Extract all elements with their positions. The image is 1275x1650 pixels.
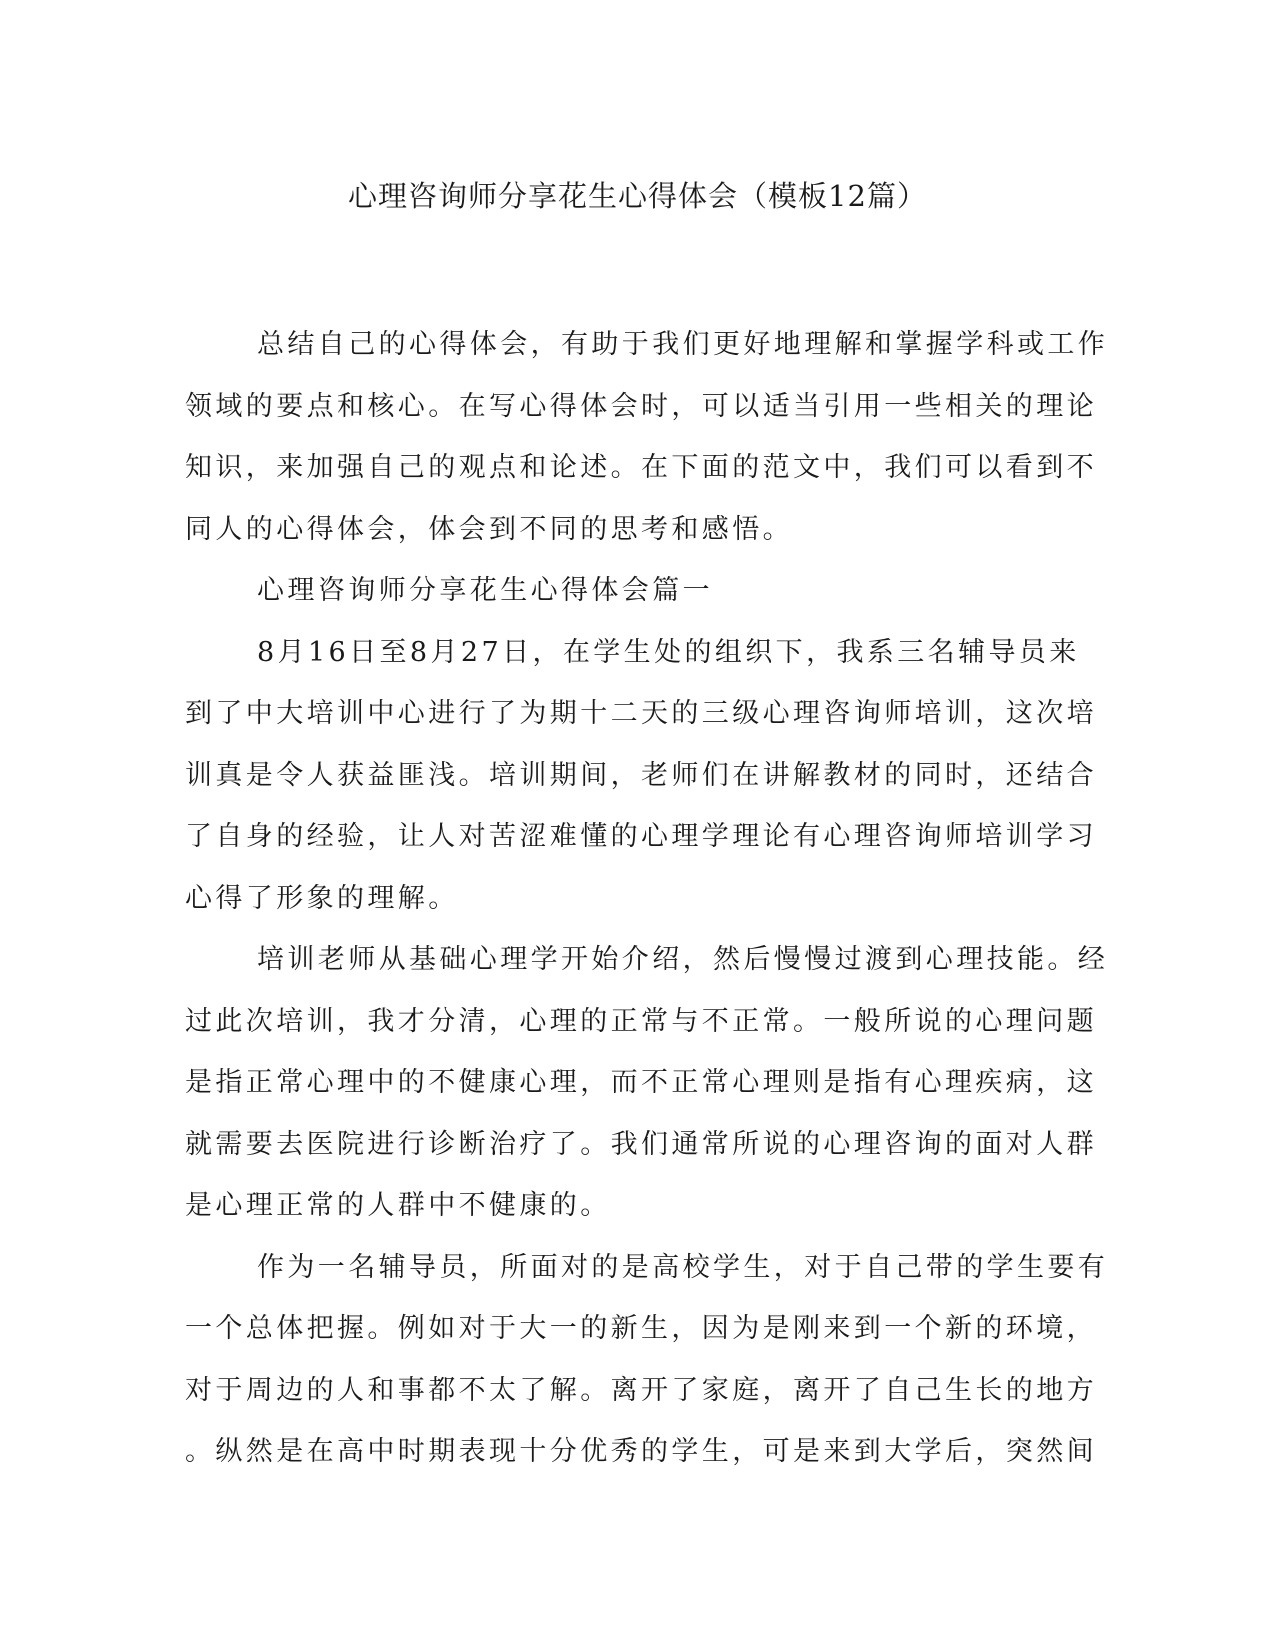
paragraph-line: 就需要去医院进行诊断治疗了。我们通常所说的心理咨询的面对人群 bbox=[185, 1128, 1097, 1160]
paragraph-line: 培训老师从基础心理学开始介绍，然后慢慢过渡到心理技能。经 bbox=[257, 944, 1109, 975]
document-title: 心理咨询师分享花生心得体会（模板12篇） bbox=[348, 179, 927, 213]
intro-paragraph-line: 同人的心得体会，体会到不同的思考和感悟。 bbox=[185, 513, 793, 545]
section-heading: 心理咨询师分享花生心得体会篇一 bbox=[257, 575, 713, 606]
intro-paragraph-line: 领域的要点和核心。在写心得体会时，可以适当引用一些相关的理论 bbox=[185, 390, 1097, 422]
paragraph-line: 到了中大培训中心进行了为期十二天的三级心理咨询师培训，这次培 bbox=[185, 698, 1097, 729]
paragraph-line: 过此次培训，我才分清，心理的正常与不正常。一般所说的心理问题 bbox=[185, 1005, 1097, 1037]
paragraph-line: 8月16日至8月27日，在学生处的组织下，我系三名辅导员来 bbox=[257, 636, 1080, 668]
paragraph-line: 心得了形象的理解。 bbox=[185, 882, 459, 914]
paragraph-line: 作为一名辅导员，所面对的是高校学生，对于自己带的学生要有 bbox=[257, 1251, 1109, 1283]
document-body bbox=[185, 314, 1109, 1483]
paragraph-line: 一个总体把握。例如对于大一的新生，因为是刚来到一个新的环境， bbox=[185, 1313, 1097, 1344]
paragraph-line: 是指正常心理中的不健康心理，而不正常心理则是指有心理疾病，这 bbox=[185, 1067, 1097, 1098]
intro-paragraph-line: 总结自己的心得体会，有助于我们更好地理解和掌握学科或工作 bbox=[257, 329, 1109, 360]
paragraph-line: 是心理正常的人群中不健康的。 bbox=[185, 1190, 611, 1221]
intro-paragraph-line: 知识，来加强自己的观点和论述。在下面的范文中，我们可以看到不 bbox=[185, 452, 1097, 483]
paragraph-line: 训真是令人获益匪浅。培训期间，老师们在讲解教材的同时，还结合 bbox=[185, 759, 1097, 791]
paragraph-line: 对于周边的人和事都不太了解。离开了家庭，离开了自己生长的地方 bbox=[185, 1374, 1097, 1406]
paragraph-line: 。纵然是在高中时期表现十分优秀的学生，可是来到大学后，突然间 bbox=[185, 1436, 1097, 1467]
paragraph-line: 了自身的经验，让人对苦涩难懂的心理学理论有心理咨询师培训学习 bbox=[185, 821, 1097, 852]
